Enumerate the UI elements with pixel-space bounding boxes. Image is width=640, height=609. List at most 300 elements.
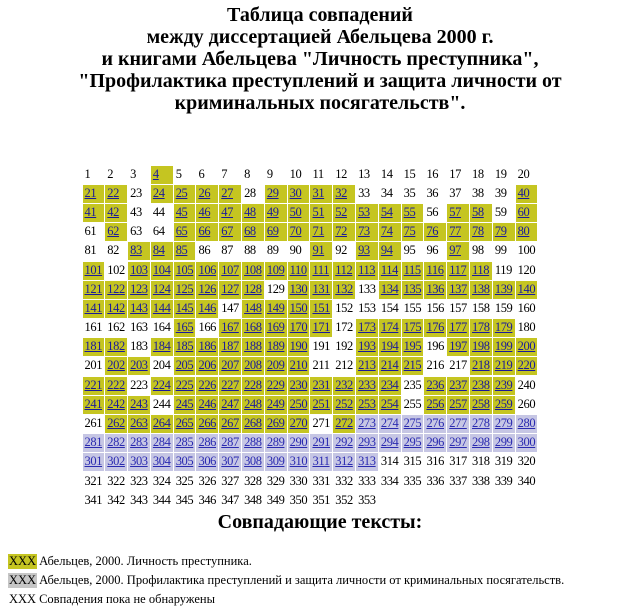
page-link[interactable]: 262 (105, 415, 127, 433)
page-link[interactable]: 214 (379, 357, 401, 375)
page-link[interactable]: 31 (310, 185, 332, 203)
page-link[interactable]: 84 (151, 242, 173, 260)
page-link[interactable]: 146 (196, 300, 218, 318)
page-link[interactable]: 107 (219, 262, 241, 280)
page-link[interactable]: 110 (288, 262, 310, 280)
page-link[interactable]: 138 (470, 281, 492, 299)
page-link[interactable]: 276 (424, 415, 446, 433)
page-number: 316 (426, 454, 445, 469)
page-link[interactable]: 265 (174, 415, 196, 433)
page-link[interactable]: 246 (196, 396, 218, 414)
page-link[interactable]: 226 (196, 377, 218, 395)
title-line: и книгами Абельцева "Личность преступника", (101, 48, 539, 70)
page-link[interactable]: 145 (174, 300, 196, 318)
page-link[interactable]: 40 (516, 185, 538, 203)
page-number: 8 (244, 166, 250, 181)
page-link[interactable]: 165 (174, 319, 196, 337)
page-link[interactable]: 247 (219, 396, 241, 414)
page-link[interactable]: 184 (151, 338, 173, 356)
page-number: 37 (449, 185, 461, 200)
page-link[interactable]: 252 (333, 396, 355, 414)
page-link[interactable]: 50 (288, 204, 310, 222)
page-link[interactable]: 58 (470, 204, 492, 222)
page-link[interactable]: 295 (402, 434, 424, 452)
page-link[interactable]: 305 (174, 453, 196, 471)
page-link[interactable]: 208 (242, 357, 264, 375)
page-link[interactable]: 250 (288, 396, 310, 414)
page-link[interactable]: 111 (310, 262, 332, 280)
page-link[interactable]: 135 (402, 281, 424, 299)
page-link[interactable]: 238 (470, 377, 492, 395)
page-link[interactable]: 91 (310, 242, 332, 260)
page-link[interactable]: 210 (288, 357, 310, 375)
page-link[interactable]: 310 (288, 453, 310, 471)
page-link[interactable]: 122 (105, 281, 127, 299)
page-number: 36 (426, 185, 439, 200)
legend-item-book2 (8, 571, 564, 590)
page-link[interactable]: 306 (196, 453, 218, 471)
page-link[interactable]: 125 (174, 281, 196, 299)
page-number: 315 (403, 454, 422, 469)
page-number: 321 (84, 473, 103, 488)
page-link[interactable]: 115 (402, 262, 424, 280)
page-link[interactable]: 301 (83, 453, 105, 471)
page-link[interactable]: 202 (105, 357, 127, 375)
page-link[interactable]: 74 (379, 223, 401, 241)
page-link[interactable]: 232 (333, 377, 355, 395)
page-link[interactable]: 205 (174, 357, 196, 375)
page-link[interactable]: 140 (516, 281, 538, 299)
page-link[interactable]: 137 (447, 281, 469, 299)
page-link[interactable]: 209 (265, 357, 287, 375)
page-link[interactable]: 150 (288, 300, 310, 318)
page-link[interactable]: 121 (83, 281, 105, 299)
page-link[interactable]: 109 (265, 262, 287, 280)
page-link[interactable]: 141 (83, 300, 105, 318)
legend-swatch: XXX (9, 554, 37, 568)
page-link[interactable]: 176 (424, 319, 446, 337)
page-link[interactable]: 123 (128, 281, 150, 299)
title-line: "Профилактика преступлений и защита личности от (78, 70, 562, 92)
page-link[interactable]: 312 (333, 453, 355, 471)
page-link[interactable]: 69 (265, 223, 287, 241)
page-link[interactable]: 249 (265, 396, 287, 414)
page-link[interactable]: 215 (402, 357, 424, 375)
page-number: 88 (244, 243, 256, 258)
page-number: 153 (358, 300, 376, 315)
page-link[interactable]: 174 (379, 319, 401, 337)
page-link[interactable]: 290 (288, 434, 310, 452)
page-link[interactable]: 104 (151, 262, 173, 280)
page-link[interactable]: 136 (424, 281, 446, 299)
page-number: 23 (130, 185, 142, 200)
page-number: 15 (403, 166, 416, 181)
page-number: 61 (84, 224, 97, 239)
page-number: 328 (244, 473, 262, 488)
page-link[interactable]: 277 (447, 415, 469, 433)
page-link[interactable]: 220 (516, 357, 538, 375)
page-link[interactable]: 194 (379, 338, 401, 356)
page-number: 95 (403, 243, 416, 258)
page-number: 325 (175, 473, 194, 488)
page-link[interactable]: 299 (493, 434, 515, 452)
page-link[interactable]: 272 (333, 415, 355, 433)
page-link[interactable]: 242 (105, 396, 127, 414)
page-number: 147 (221, 300, 239, 315)
page-link[interactable]: 256 (424, 396, 446, 414)
page-link[interactable]: 231 (310, 377, 332, 395)
page-link[interactable]: 130 (288, 281, 310, 299)
page-link[interactable]: 24 (151, 185, 173, 203)
page-link[interactable]: 67 (219, 223, 241, 241)
page-link[interactable]: 78 (470, 223, 492, 241)
page-link[interactable]: 41 (83, 204, 105, 222)
page-link[interactable]: 281 (83, 434, 105, 452)
page-link[interactable]: 76 (424, 223, 446, 241)
page-number: 5 (175, 166, 182, 181)
page-link[interactable]: 142 (105, 300, 127, 318)
page-link[interactable]: 259 (493, 396, 515, 414)
page-link[interactable]: 197 (447, 338, 469, 356)
page-link[interactable]: 282 (105, 434, 127, 452)
page-link[interactable]: 289 (265, 434, 287, 452)
page-link[interactable]: 291 (310, 434, 332, 452)
page-link[interactable]: 193 (356, 338, 378, 356)
page-number: 44 (152, 204, 165, 219)
page-link[interactable]: 287 (219, 434, 241, 452)
page-link[interactable]: 292 (333, 434, 355, 452)
page-link[interactable]: 68 (242, 223, 264, 241)
page-link[interactable]: 83 (128, 242, 150, 260)
page-link[interactable]: 42 (105, 204, 127, 222)
page-link[interactable]: 117 (447, 262, 469, 280)
page-link[interactable]: 224 (151, 377, 173, 395)
page-link[interactable]: 118 (470, 262, 492, 280)
page-link[interactable]: 243 (128, 396, 150, 414)
page-link[interactable]: 300 (516, 434, 538, 452)
page-link[interactable]: 307 (219, 453, 241, 471)
page-link[interactable]: 308 (242, 453, 264, 471)
page-link[interactable]: 127 (219, 281, 241, 299)
legend-text: Совпадения пока не обнаружены (39, 592, 215, 606)
page-link[interactable]: 222 (105, 377, 127, 395)
page-link[interactable]: 298 (470, 434, 492, 452)
page-link[interactable]: 30 (288, 185, 310, 203)
page-link[interactable]: 112 (333, 262, 355, 280)
page-link[interactable]: 25 (174, 185, 196, 203)
page-number: 317 (449, 454, 467, 469)
page-link[interactable]: 106 (196, 262, 218, 280)
page-link[interactable]: 303 (128, 453, 150, 471)
page-number: 155 (403, 300, 422, 315)
page-link[interactable]: 139 (493, 281, 515, 299)
page-link[interactable]: 285 (174, 434, 196, 452)
page-link[interactable]: 296 (424, 434, 446, 452)
page-link[interactable]: 62 (105, 223, 127, 241)
page-number: 326 (198, 473, 217, 488)
page-link[interactable]: 199 (493, 338, 515, 356)
page-link[interactable]: 45 (174, 204, 196, 222)
page-link[interactable]: 253 (356, 396, 378, 414)
page-link[interactable]: 288 (242, 434, 264, 452)
page-link[interactable]: 72 (333, 223, 355, 241)
page-number: 196 (426, 339, 445, 354)
page-link[interactable]: 26 (196, 185, 218, 203)
page-link[interactable]: 167 (219, 319, 241, 337)
page-number: 244 (152, 396, 171, 411)
page-number: 318 (472, 454, 490, 469)
page-number: 341 (84, 492, 103, 507)
page-number: 337 (449, 473, 467, 488)
page-link[interactable]: 151 (310, 300, 332, 318)
page-number: 159 (494, 300, 513, 315)
page-link[interactable]: 113 (356, 262, 378, 280)
page-link[interactable]: 293 (356, 434, 378, 452)
page-number: 92 (335, 243, 347, 258)
page-link[interactable]: 200 (516, 338, 538, 356)
page-link[interactable]: 173 (356, 319, 378, 337)
page-link[interactable]: 85 (174, 242, 196, 260)
page-link[interactable]: 94 (379, 242, 401, 260)
page-number: 157 (449, 300, 467, 315)
page-link[interactable]: 71 (310, 223, 332, 241)
page-link[interactable]: 178 (470, 319, 492, 337)
page-number: 17 (449, 166, 461, 181)
page-number: 223 (130, 377, 148, 392)
page-link[interactable]: 60 (516, 204, 538, 222)
page-link[interactable]: 73 (356, 223, 378, 241)
page-link[interactable]: 57 (447, 204, 469, 222)
page-number: 351 (312, 492, 331, 507)
page-number: 260 (517, 396, 536, 411)
page-link[interactable]: 65 (174, 223, 196, 241)
title-line: Таблица совпадений (227, 4, 413, 26)
page-link[interactable]: 233 (356, 377, 378, 395)
legend-item-none (8, 590, 564, 609)
page-link[interactable]: 101 (83, 262, 105, 280)
page-number: 345 (175, 492, 194, 507)
page-link[interactable]: 245 (174, 396, 196, 414)
page-link[interactable]: 302 (105, 453, 127, 471)
page-link[interactable]: 274 (379, 415, 401, 433)
page-link[interactable]: 32 (333, 185, 355, 203)
page-number: 35 (403, 185, 416, 200)
page-link[interactable]: 77 (447, 223, 469, 241)
page-number: 11 (312, 166, 324, 181)
page-link[interactable]: 186 (196, 338, 218, 356)
page-link[interactable]: 206 (196, 357, 218, 375)
page-link[interactable]: 29 (265, 185, 287, 203)
page-link[interactable]: 251 (310, 396, 332, 414)
page-number: 180 (517, 320, 536, 335)
page-number: 16 (426, 166, 439, 181)
page-number: 327 (221, 473, 239, 488)
legend (8, 552, 564, 609)
page-link[interactable]: 230 (288, 377, 310, 395)
page-link[interactable]: 66 (196, 223, 218, 241)
page-number: 161 (84, 320, 103, 335)
page-link[interactable]: 46 (196, 204, 218, 222)
page-number: 211 (312, 358, 330, 373)
page-link[interactable]: 105 (174, 262, 196, 280)
page-link[interactable]: 144 (151, 300, 173, 318)
page-link[interactable]: 79 (493, 223, 515, 241)
page-link[interactable]: 203 (128, 357, 150, 375)
page-number: 329 (266, 473, 285, 488)
page-link[interactable]: 169 (265, 319, 287, 337)
page-link[interactable]: 49 (265, 204, 287, 222)
page-number: 162 (107, 320, 125, 335)
page-link[interactable]: 286 (196, 434, 218, 452)
page-link[interactable]: 4 (151, 166, 173, 184)
page-link[interactable]: 171 (310, 319, 332, 337)
page-link[interactable]: 48 (242, 204, 264, 222)
legend-text: Абельцев, 2000. Профилактика преступлений и защита личности от криминальных посягательств. (39, 573, 565, 587)
page-link[interactable]: 297 (447, 434, 469, 452)
page-number: 18 (472, 166, 484, 181)
page-link[interactable]: 309 (265, 453, 287, 471)
page-link[interactable]: 280 (516, 415, 538, 433)
page-link[interactable]: 213 (356, 357, 378, 375)
page-link[interactable]: 108 (242, 262, 264, 280)
page-link[interactable]: 93 (356, 242, 378, 260)
page-link[interactable]: 179 (493, 319, 515, 337)
page-number: 331 (312, 473, 331, 488)
page-link[interactable]: 311 (310, 453, 332, 471)
page-link[interactable]: 268 (242, 415, 264, 433)
page-link[interactable]: 181 (83, 338, 105, 356)
page-number: 201 (84, 358, 103, 373)
page-link[interactable]: 283 (128, 434, 150, 452)
page-number: 129 (266, 281, 285, 296)
page-link[interactable]: 103 (128, 262, 150, 280)
page-link[interactable]: 198 (470, 338, 492, 356)
page-link[interactable]: 266 (196, 415, 218, 433)
page-number: 87 (221, 243, 233, 258)
page-link[interactable]: 313 (356, 453, 378, 471)
page-link[interactable]: 143 (128, 300, 150, 318)
page-link[interactable]: 27 (219, 185, 241, 203)
page-link[interactable]: 134 (379, 281, 401, 299)
page-link[interactable]: 21 (83, 185, 105, 203)
page-link[interactable]: 258 (470, 396, 492, 414)
page-link[interactable]: 273 (356, 415, 378, 433)
page-link[interactable]: 148 (242, 300, 264, 318)
page-link[interactable]: 128 (242, 281, 264, 299)
page-link[interactable]: 221 (83, 377, 105, 395)
page-link[interactable]: 80 (516, 223, 538, 241)
page-link[interactable]: 47 (219, 204, 241, 222)
page-link[interactable]: 116 (424, 262, 446, 280)
page-link[interactable]: 284 (151, 434, 173, 452)
page-link[interactable]: 170 (288, 319, 310, 337)
page-link[interactable]: 267 (219, 415, 241, 433)
page-link[interactable]: 54 (379, 204, 401, 222)
page-link[interactable]: 237 (447, 377, 469, 395)
page-link[interactable]: 55 (402, 204, 424, 222)
page-link[interactable]: 264 (151, 415, 173, 433)
page-number: 1 (84, 166, 91, 181)
page-link[interactable]: 270 (288, 415, 310, 433)
page-link[interactable]: 124 (151, 281, 173, 299)
page-link[interactable]: 278 (470, 415, 492, 433)
page-number: 82 (107, 243, 119, 258)
page-number: 7 (221, 166, 228, 181)
page-link[interactable]: 187 (219, 338, 241, 356)
page-link[interactable]: 182 (105, 338, 127, 356)
page-number: 96 (426, 243, 439, 258)
page-link[interactable]: 229 (265, 377, 287, 395)
page-link[interactable]: 188 (242, 338, 264, 356)
page-number: 64 (152, 224, 165, 239)
page-link[interactable]: 185 (174, 338, 196, 356)
page-link[interactable]: 263 (128, 415, 150, 433)
page-number: 235 (403, 377, 422, 392)
page-link[interactable]: 234 (379, 377, 401, 395)
page-link[interactable]: 241 (83, 396, 105, 414)
legend-swatch: XXX (9, 573, 37, 587)
page-number: 338 (472, 473, 490, 488)
page-link[interactable]: 257 (447, 396, 469, 414)
page-link[interactable]: 236 (424, 377, 446, 395)
page-number: 9 (266, 166, 273, 181)
page-title (0, 4, 640, 114)
page-number: 12 (335, 166, 347, 181)
page-link[interactable]: 175 (402, 319, 424, 337)
page-link[interactable]: 149 (265, 300, 287, 318)
page-link[interactable]: 227 (219, 377, 241, 395)
page-number: 342 (107, 492, 125, 507)
page-link[interactable]: 168 (242, 319, 264, 337)
page-link[interactable]: 228 (242, 377, 264, 395)
page-number: 43 (130, 204, 142, 219)
page-link[interactable]: 177 (447, 319, 469, 337)
page-link[interactable]: 131 (310, 281, 332, 299)
page-link[interactable]: 53 (356, 204, 378, 222)
page-link[interactable]: 225 (174, 377, 196, 395)
page-number: 324 (152, 473, 171, 488)
page-link[interactable]: 207 (219, 357, 241, 375)
page-link[interactable]: 275 (402, 415, 424, 433)
page-link[interactable]: 75 (402, 223, 424, 241)
page-number: 33 (358, 185, 370, 200)
page-link[interactable]: 51 (310, 204, 332, 222)
legend-heading: Совпадающие тексты: (217, 511, 423, 533)
page-link[interactable]: 195 (402, 338, 424, 356)
page-link[interactable]: 52 (333, 204, 355, 222)
page-link[interactable]: 126 (196, 281, 218, 299)
page-link[interactable]: 248 (242, 396, 264, 414)
page-link[interactable]: 254 (379, 396, 401, 414)
page-number: 335 (403, 473, 422, 488)
page-link[interactable]: 239 (493, 377, 515, 395)
page-number: 271 (312, 416, 331, 431)
page-link[interactable]: 22 (105, 185, 127, 203)
page-link[interactable]: 304 (151, 453, 173, 471)
page-link[interactable]: 279 (493, 415, 515, 433)
page-link[interactable]: 190 (288, 338, 310, 356)
page-link[interactable]: 218 (470, 357, 492, 375)
page-link[interactable]: 70 (288, 223, 310, 241)
page-link[interactable]: 189 (265, 338, 287, 356)
page-number: 119 (494, 262, 512, 277)
page-link[interactable]: 132 (333, 281, 355, 299)
page-link[interactable]: 97 (447, 242, 469, 260)
page-link[interactable]: 294 (379, 434, 401, 452)
page-link[interactable]: 114 (379, 262, 401, 280)
page-link[interactable]: 219 (493, 357, 515, 375)
page-link[interactable]: 269 (265, 415, 287, 433)
